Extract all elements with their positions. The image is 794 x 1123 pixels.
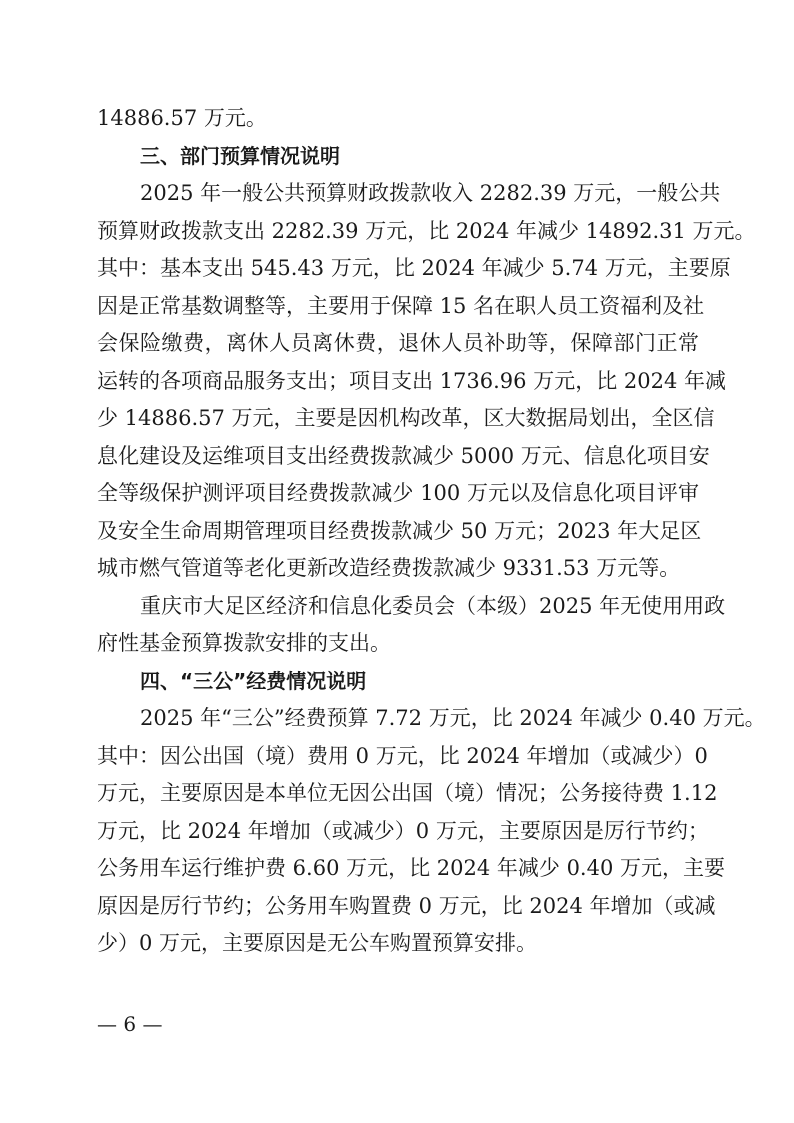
text-line: 及安全生命周期管理项目经费拨款减少 50 万元；2023 年大足区	[97, 518, 702, 543]
continuation-line: 14886.57 万元。	[97, 106, 267, 130]
page-number: — 6 —	[97, 1012, 163, 1036]
text-line: 其中：基本支出 545.43 万元，比 2024 年减少 5.74 万元，主要原	[97, 256, 731, 280]
body-text	[97, 100, 766, 963]
text-line: 重庆市大足区经济和信息化委员会（本级）2025 年无使用用政	[140, 593, 726, 618]
section-3-paragraph-1	[97, 175, 756, 588]
text-line: 万元，比 2024 年增加（或减少）0 万元，主要原因是厉行节约；	[97, 818, 709, 843]
section-4-paragraph-1	[97, 700, 766, 963]
text-line: 2025 年一般公共预算财政拨款收入 2282.39 万元，一般公共	[140, 181, 721, 205]
section-3-heading: 三、部门预算情况说明	[140, 143, 340, 168]
text-line: 少 14886.57 万元，主要是因机构改革，区大数据局划出，全区信	[97, 406, 715, 430]
text-line: 原因是厉行节约；公务用车购置费 0 万元，比 2024 年增加（或减	[97, 893, 716, 918]
text-line: 运转的各项商品服务支出；项目支出 1736.96 万元，比 2024 年减	[97, 368, 726, 393]
text-line: 万元，主要原因是本单位无因公出国（境）情况；公务接待费 1.12	[97, 781, 718, 805]
text-line: 2025 年“三公”经费预算 7.72 万元，比 2024 年减少 0.40 万元。	[140, 706, 766, 730]
text-line: 城市燃气管道等老化更新改造经费拨款减少 9331.53 万元等。	[97, 556, 681, 580]
section-4-heading: 四、“三公”经费情况说明	[140, 668, 367, 693]
text-line: 府性基金预算拨款安排的支出。	[97, 631, 391, 655]
text-line: 其中：因公出国（境）费用 0 万元，比 2024 年增加（或减少）0	[97, 743, 708, 768]
text-line: 息化建设及运维项目支出经费拨款减少 5000 万元、信息化项目安	[97, 443, 710, 468]
text-line: 全等级保护测评项目经费拨款减少 100 万元以及信息化项目评审	[97, 481, 699, 505]
text-line: 预算财政拨款支出 2282.39 万元，比 2024 年减少 14892.31 万元。	[97, 218, 756, 243]
text-line: 因是正常基数调整等，主要用于保障 15 名在职人员工资福利及社	[97, 293, 705, 318]
text-line: 少）0 万元，主要原因是无公车购置预算安排。	[97, 931, 538, 955]
text-line: 会保险缴费，离休人员离休费，退休人员补助等，保障部门正常	[97, 331, 699, 355]
text-line: 公务用车运行维护费 6.60 万元，比 2024 年减少 0.40 万元，主要	[97, 856, 726, 880]
section-3-paragraph-2	[97, 588, 726, 663]
